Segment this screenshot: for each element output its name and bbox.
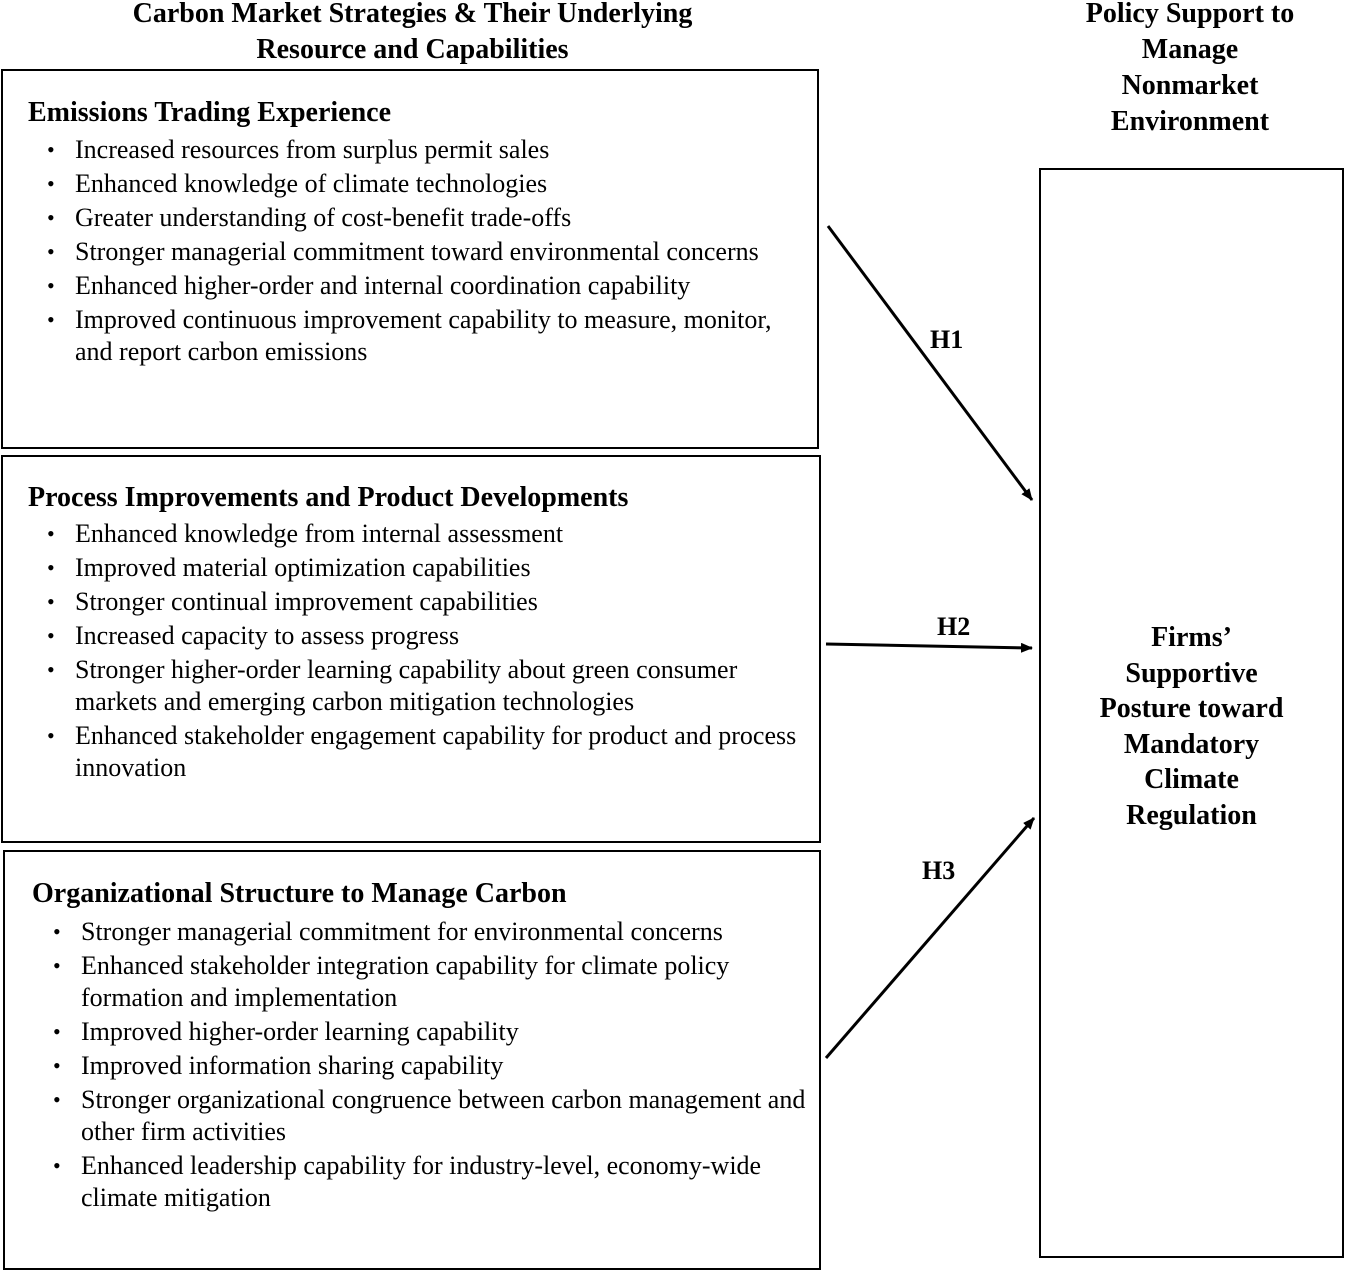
h1-arrow [828, 226, 1032, 500]
bullet-icon: • [53, 1153, 61, 1178]
h2-label: H2 [937, 612, 971, 641]
list-item-text: Enhanced knowledge from internal assessment [75, 519, 564, 548]
list-item-text: Stronger managerial commitment toward environmental concerns [75, 237, 759, 266]
right-header-line-2: Manage [1141, 34, 1239, 65]
right-header-line-3: Nonmarket [1121, 70, 1259, 101]
process-improvements-title: Process Improvements and Product Developments [28, 482, 629, 513]
list-item-text: Increased capacity to assess progress [75, 621, 460, 650]
bullet-icon: • [53, 1053, 61, 1078]
list-item-text: Improved information sharing capability [81, 1051, 504, 1080]
bullet-icon: • [53, 919, 61, 944]
list-item-text: Stronger higher-order learning capability about green consumer markets and emerging carbon mitigation technologies [75, 655, 738, 716]
right-header-line-1: Policy Support to [1085, 0, 1295, 29]
outcome-line-2: Supportive [1125, 657, 1258, 689]
outcome-line-6: Regulation [1126, 799, 1257, 831]
list-item-text: Stronger continual improvement capabilities [75, 587, 538, 616]
bullet-icon: • [47, 171, 55, 196]
list-item-text: Enhanced stakeholder engagement capability for product and process innovation [75, 721, 797, 782]
h1-label: H1 [930, 325, 964, 354]
bullet-icon: • [53, 953, 61, 978]
bullet-icon: • [47, 273, 55, 298]
list-item-text: Stronger organizational congruence between carbon management and other firm activities [81, 1085, 806, 1146]
bullet-icon: • [47, 657, 55, 682]
h2-arrow [826, 644, 1032, 648]
bullet-icon: • [47, 137, 55, 162]
bullet-icon: • [47, 205, 55, 230]
bullet-icon: • [53, 1019, 61, 1044]
right-header-line-4: Environment [1110, 106, 1270, 137]
list-item-text: Improved higher-order learning capability [81, 1017, 519, 1046]
list-item-text: Enhanced stakeholder integration capability for climate policy formation and implementation [81, 951, 730, 1012]
outcome-line-1: Firms’ [1151, 622, 1232, 653]
bullet-icon: • [47, 723, 55, 748]
h3-arrow [826, 818, 1034, 1058]
outcome-line-4: Mandatory [1123, 728, 1260, 760]
left-header-line-1: Carbon Market Strategies & Their Underlying [132, 0, 693, 29]
bullet-icon: • [47, 239, 55, 264]
bullet-icon: • [47, 589, 55, 614]
list-item-text: Enhanced knowledge of climate technologies [75, 169, 548, 198]
organizational-structure-title: Organizational Structure to Manage Carbon [32, 878, 567, 909]
list-item-text: Enhanced higher-order and internal coordination capability [75, 271, 691, 300]
list-item-text: Greater understanding of cost-benefit trade-offs [75, 203, 572, 232]
bullet-icon: • [47, 623, 55, 648]
list-item-text: Enhanced leadership capability for industry-level, economy-wide climate mitigation [81, 1151, 762, 1212]
h3-label: H3 [922, 856, 956, 885]
bullet-icon: • [47, 555, 55, 580]
emissions-trading-title: Emissions Trading Experience [28, 97, 392, 128]
outcome-line-5: Climate [1144, 764, 1239, 795]
outcome-line-3: Posture toward [1099, 693, 1284, 724]
bullet-icon: • [53, 1087, 61, 1112]
left-header-line-2: Resource and Capabilities [256, 34, 569, 65]
list-item-text: Increased resources from surplus permit sales [75, 135, 550, 164]
bullet-icon: • [47, 521, 55, 546]
list-item-text: Improved continuous improvement capability to measure, monitor, and report carbon emissions [75, 305, 772, 366]
list-item-text: Stronger managerial commitment for environmental concerns [81, 917, 723, 946]
list-item-text: Improved material optimization capabilities [75, 553, 531, 582]
bullet-icon: • [47, 307, 55, 332]
